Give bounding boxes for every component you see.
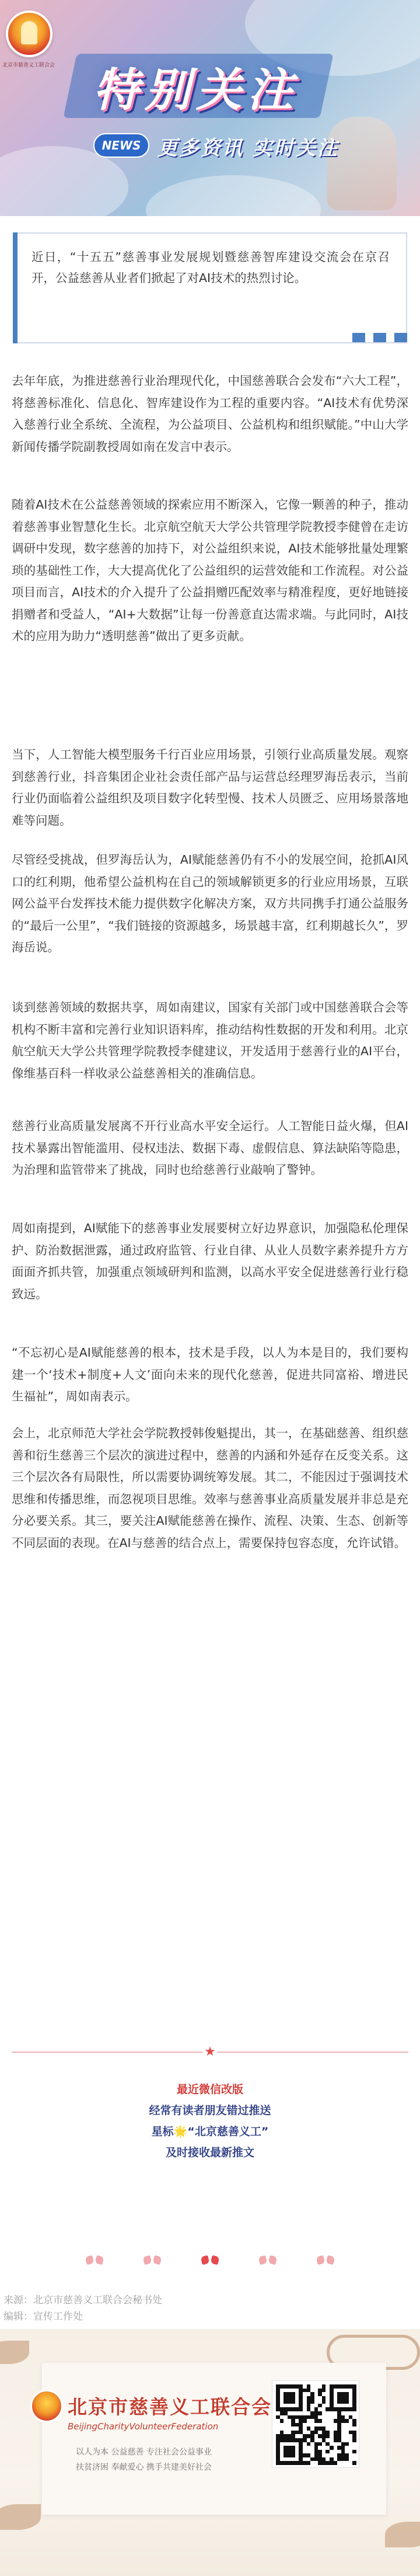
paragraph: 谈到慈善领域的数据共享，周如南建议，国家有关部门或中国慈善联合会等机构不断丰富和完善行业知识语料库，推动结构性数据的开发和利用。北京航空航天大学公共管理学院教授李健建议，开发适用于慈善行业的AI平台，像维基百科一样收录公益慈善相关的准确信息。 xyxy=(12,1000,408,1080)
source-line: 来源：北京市慈善义工联合会秘书处 xyxy=(4,2295,162,2306)
org-slogan: 以人为本 公益慈善 专注社会公益事业 扶贫济困 奉献爱心 携手共建美好社会 xyxy=(76,2448,212,2472)
paragraph: 去年年底，为推进慈善行业治理现代化，中国慈善联合会发布“六大工程”，将慈善标准化、信息化、智库建设作为工程的重要内容。“AI技术有优势深入慈善行业全系统、全流程，为公益项目、公益机构和组织赋能。”中山大学新闻传播学院副教授周如南在发言中表示。 xyxy=(12,374,408,454)
bow-icon xyxy=(86,2254,103,2267)
star-icon: ★ xyxy=(203,2045,217,2059)
notice-line-1: 最近微信改版 xyxy=(176,2083,243,2096)
paragraph: 会上，北京师范大学社会学院教授韩俊魁提出，其一，在基础慈善、组织慈善和衍生慈善三个层次的演进过程中，慈善的内涵和外延存在反变关系。这三个层次各有局限性，所以需要协调统筹发展。其二，不能因过于强调技术思维和传播思维，而忽视项目思维。效率与慈善事业高质量发展并非总是充分必要关系。其三，要关注AI赋能慈善在操作、流程、决策、生态、创新等不同层面的表现。在AI与慈善的结合点上，需要保持包容态度，允许试错。 xyxy=(12,1426,408,1550)
org-name: 北京市慈善义工联合会 xyxy=(68,2396,272,2418)
paragraph: 慈善行业高质量发展离不开行业高水平安全运行。人工智能日益火爆，但AI技术暴露出智能滥用、侵权违法、数据下毒、虚假信息、算法缺陷等隐患，为治理和监管带来了挑战，同时也给慈善行业敲响了警钟。 xyxy=(12,1119,408,1177)
paragraph: 当下，人工智能大模型服务千行百业应用场景，引领行业高质量发展。观察到慈善行业，抖音集团企业社会责任部产品与运营总经理罗海岳表示，当前行业仍面临着公益组织及项目数字化转型慢、技术人员匮乏、应用场景落地难等问题。 xyxy=(12,748,408,828)
paragraph: 周如南提到，AI赋能下的慈善事业发展要树立好边界意识，加强隐私伦理保护、防治数据泄露，通过政府监管、行业自律、从业人员数字素养提升方方面面齐抓共管，加强重点领域研判和监测，以高水平安全促进慈善行业行稳致远。 xyxy=(12,1221,408,1301)
paragraph: 尽管经受挑战，但罗海岳认为，AI赋能慈善仍有不小的发展空间，抢抓AI风口的红利期，他希望公益机构在自己的领域解锁更多的行业应用场景，互联网公益平台发挥技术能力提供数字化解决方案，双方共同携手打通公益服务的“最后一公里”，“我们链接的资源越多，场景越丰富，红利期越长久”，罗海岳说。 xyxy=(12,853,408,954)
notice-line-2: 经常有读者朋友错过推送 xyxy=(149,2104,271,2117)
intro-decoration xyxy=(352,333,407,342)
follow-notice xyxy=(0,2079,420,2163)
notice-line-4: 及时接收最新推文 xyxy=(165,2146,254,2159)
intro-text: 近日，“十五五”慈善事业发展规划暨慈善智库建设交流会在京召开，公益慈善从业者们掀起了对AI技术的热烈讨论。 xyxy=(32,250,390,285)
decorative-hand-image xyxy=(327,117,397,210)
intro-accent-bar xyxy=(13,232,18,343)
star-emoji-icon: 🌟 xyxy=(173,2125,188,2138)
editor-line: 编辑：宣传工作处 xyxy=(4,2311,83,2323)
bow-icon xyxy=(317,2254,334,2267)
org-name-en: BeijingCharityVolunteerFederation xyxy=(68,2421,219,2432)
org-logo xyxy=(30,2390,63,2422)
banner-title: 特别关注 xyxy=(93,64,299,117)
bow-icon xyxy=(144,2254,161,2267)
org-logo-caption: 北京市慈善义工联合会 xyxy=(2,62,55,68)
org-logo xyxy=(6,11,52,57)
intro-box xyxy=(13,232,407,343)
qr-code[interactable] xyxy=(272,2380,359,2468)
header-banner xyxy=(0,0,420,216)
paragraph: “不忘初心是AI赋能慈善的根本，技术是手段，以人为本是目的，我们要构建一个‘技术+制度+人文’面向未来的现代化慈善，促进共同富裕、增进民生福祉”，周如南表示。 xyxy=(12,1346,408,1403)
paragraph: 随着AI技术在公益慈善领域的探索应用不断深入，它像一颗善的种子，推动着慈善事业智慧化生长。北京航空航天大学公共管理学院教授李健曾在走访调研中发现，数字慈善的加持下，对公益组织来说，AI技术能够批量处理繁琐的基础性工作，大大提高优化了公益组织的运营效能和工作流程。对公益项目而言，AI技术的介入提升了公益捐赠匹配效率与精准程度，更好地链接捐赠者和受益人，“AI+大数据”让每一份善意直达需求端。与此同时，AI技术的应用为助力“透明慈善”做出了更多贡献。 xyxy=(12,498,408,643)
intro-section xyxy=(0,232,420,358)
news-badge: NEWS xyxy=(93,133,149,158)
bow-decoration xyxy=(0,2254,420,2275)
notice-line-3: 星标🌟“北京慈善义工” xyxy=(151,2125,269,2138)
banner-tagline: 更多资讯 实时关注 xyxy=(158,137,339,160)
org-card xyxy=(0,2329,420,2576)
bow-icon xyxy=(259,2254,276,2267)
bow-icon xyxy=(201,2254,219,2267)
